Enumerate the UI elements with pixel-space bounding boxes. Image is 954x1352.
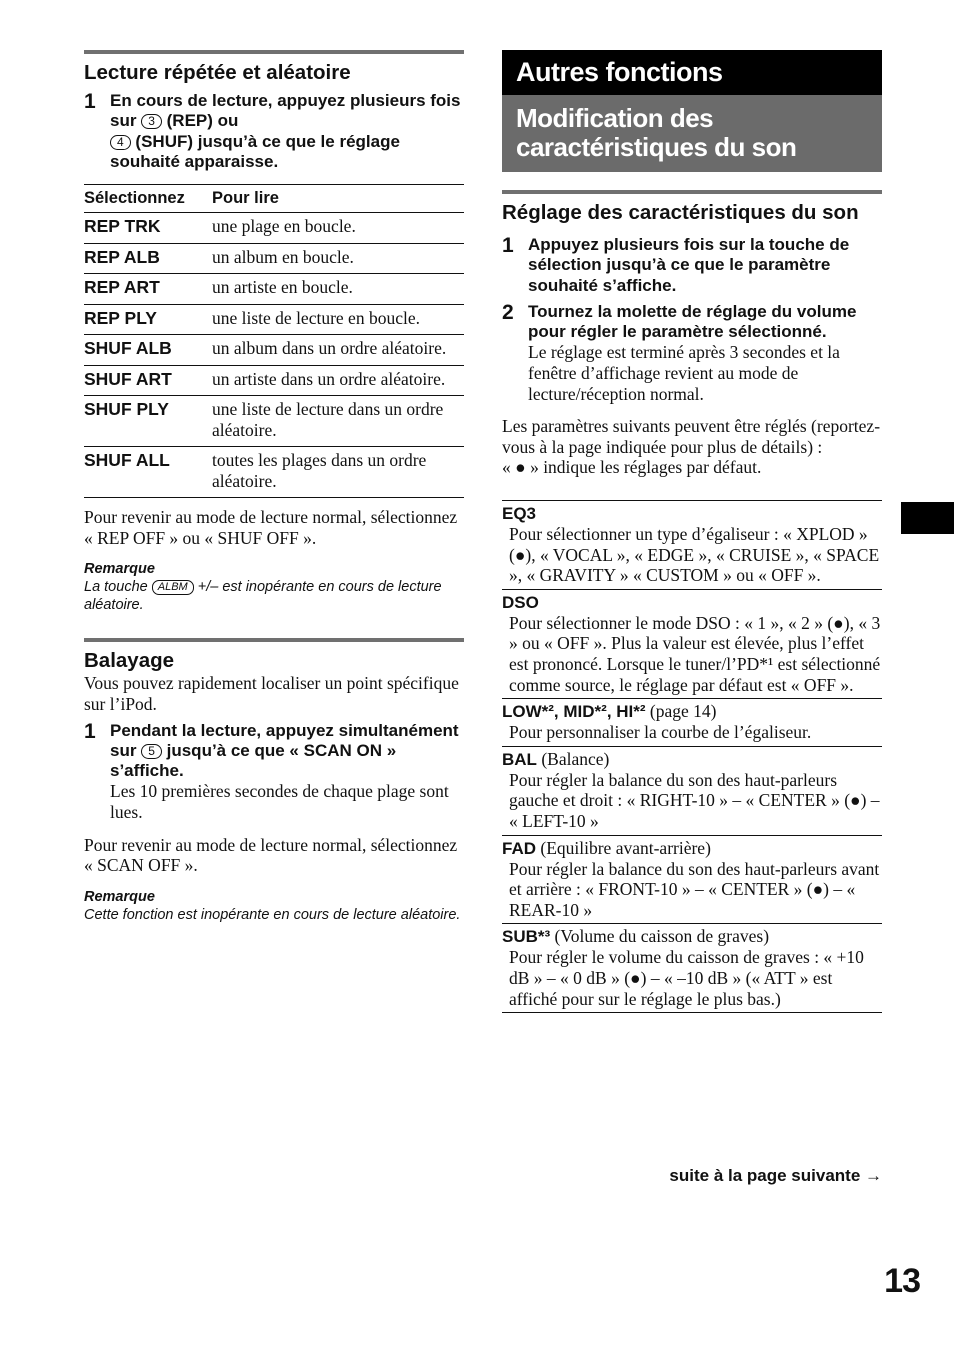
param-low-mid-hi bbox=[502, 699, 882, 747]
table-cell: SHUF ALL bbox=[84, 450, 170, 471]
table-cell: toutes les plages dans un ordre aléatoire. bbox=[212, 450, 427, 491]
param-sub bbox=[502, 924, 882, 1012]
step-number: 1 bbox=[502, 234, 514, 257]
table-cell: une liste de lecture dans un ordre aléatoire. bbox=[212, 396, 464, 447]
return-normal-text: Pour revenir au mode de lecture normal, sélectionnez « REP OFF » ou « SHUF OFF ». bbox=[84, 507, 458, 548]
step-text-part: Tournez la molette de réglage du volume pour régler le paramètre sélectionné. bbox=[528, 301, 857, 342]
param-label: SUB*³ bbox=[502, 927, 551, 947]
remark-title: Remarque bbox=[84, 888, 155, 905]
table-cell: SHUF ART bbox=[84, 365, 212, 396]
step-number: 2 bbox=[502, 300, 514, 324]
param-desc: Pour personnaliser la courbe de l’égaliseur. bbox=[509, 722, 812, 743]
table-cell: un album en boucle. bbox=[212, 243, 464, 274]
params-intro: Les paramètres suivants peuvent être réglés (reportez-vous à la page indiquée pour plus de détails) : bbox=[502, 416, 881, 457]
table-row bbox=[84, 335, 464, 366]
step-text bbox=[110, 721, 464, 823]
table-row bbox=[84, 396, 464, 447]
table-cell: SHUF ALB bbox=[84, 335, 212, 366]
parameter-list bbox=[502, 500, 882, 1013]
table-row bbox=[84, 213, 464, 244]
param-desc: Pour régler la balance du son des haut-parleurs avant et arrière : « FRONT-10 » – « CENTER » (●) – « REAR-10 » bbox=[509, 858, 880, 920]
param-desc: Pour régler le volume du caisson de graves : « +10 dB » – « 0 dB » (●) – « –10 dB » (« ATT » est affiché pour sur le réglage le plus bas.) bbox=[509, 947, 864, 1009]
param-dso bbox=[502, 590, 882, 699]
step-1 bbox=[502, 235, 882, 296]
key-3-icon: 3 bbox=[141, 114, 162, 129]
step-1 bbox=[84, 721, 464, 823]
albm-key-icon: ALBM bbox=[152, 580, 194, 595]
param-note: (Balance) bbox=[541, 748, 610, 769]
param-bal bbox=[502, 747, 882, 836]
left-column bbox=[84, 50, 464, 924]
param-eq3 bbox=[502, 501, 882, 590]
step-text-part: Pendant la lecture, appuyez simultanément sur bbox=[110, 720, 459, 760]
step-text bbox=[528, 302, 882, 404]
table-header: Sélectionnez bbox=[84, 185, 212, 213]
step-text bbox=[110, 91, 464, 172]
param-label: FAD bbox=[502, 838, 536, 858]
table-row bbox=[84, 447, 464, 498]
table-row bbox=[84, 243, 464, 274]
param-label: LOW*², MID*², HI*² bbox=[502, 702, 646, 722]
param-note: (Equilibre avant-arrière) bbox=[540, 837, 711, 858]
table-row bbox=[84, 274, 464, 305]
remark-text: Cette fonction est inopérante en cours de lecture aléatoire. bbox=[84, 906, 461, 923]
param-note: (page 14) bbox=[649, 701, 717, 722]
step-text: Appuyez plusieurs fois sur la touche de sélection jusqu’à ce que le paramètre souhaité s’affiche. bbox=[528, 235, 850, 295]
scan-intro: Vous pouvez rapidement localiser un point spécifique sur l’iPod. bbox=[84, 673, 459, 714]
param-name bbox=[502, 926, 882, 947]
param-desc: Pour sélectionner le mode DSO : « 1 », « 2 » (●), « 3 » ou « OFF ». Plus la valeur est élevée, plus l’effet est prononcé. Lorsque le tuner/l’PD*¹ est sélectionné comme source, le réglage par défaut est « OFF ». bbox=[509, 612, 881, 695]
chapter-tab-marker bbox=[901, 502, 954, 534]
topic-banner: Modification des caractéristiques du son bbox=[502, 95, 882, 172]
param-label: EQ3 bbox=[502, 504, 537, 524]
table-cell: une liste de lecture en boucle. bbox=[212, 304, 464, 335]
section-title-repeat-shuffle: Lecture répétée et aléatoire bbox=[84, 61, 351, 84]
remark-text-part: La touche bbox=[84, 579, 148, 596]
param-name bbox=[502, 503, 882, 524]
table-cell: un album dans un ordre aléatoire. bbox=[212, 335, 464, 366]
continued-next-page: suite à la page suivante → bbox=[669, 1166, 882, 1185]
step-text-part: (SHUF) jusqu’à ce que le réglage souhaité apparaisse. bbox=[110, 131, 400, 171]
param-fad bbox=[502, 836, 882, 925]
table-cell: REP PLY bbox=[84, 304, 212, 335]
step-number: 1 bbox=[84, 719, 96, 743]
section-rule bbox=[84, 50, 464, 54]
table-cell: SHUF PLY bbox=[84, 396, 212, 447]
step-text-part: (REP) ou bbox=[166, 111, 239, 131]
remark-title: Remarque bbox=[84, 561, 155, 578]
table-cell: un artiste dans un ordre aléatoire. bbox=[212, 365, 464, 396]
right-column bbox=[502, 50, 882, 1013]
key-4-icon: 4 bbox=[110, 135, 131, 150]
default-note: « ● » indique les réglages par défaut. bbox=[502, 457, 762, 478]
param-desc: Pour sélectionner un type d’égaliseur : « XPLOD » (●), « VOCAL », « EDGE », « CRUISE », « SPACE », « GRAVITY » « CUSTOM » ou « OFF ». bbox=[509, 524, 880, 586]
step-subtext: Le réglage est terminé après 3 secondes et la fenêtre d’affichage revient au mode de lecture/réception normal. bbox=[528, 342, 840, 404]
repeat-shuffle-table bbox=[84, 184, 464, 498]
page-number: 13 bbox=[884, 1262, 920, 1300]
param-note: (Volume du caisson de graves) bbox=[554, 926, 770, 947]
table-row bbox=[84, 365, 464, 396]
table-cell: REP ALB bbox=[84, 243, 212, 274]
section-rule bbox=[502, 190, 882, 194]
table-cell: REP ART bbox=[84, 274, 212, 305]
param-name bbox=[502, 749, 882, 770]
param-name bbox=[502, 701, 882, 722]
table-row bbox=[84, 304, 464, 335]
step-subtext: Les 10 premières secondes de chaque plage sont lues. bbox=[110, 781, 449, 823]
step-1 bbox=[84, 91, 464, 172]
remark-text bbox=[84, 578, 464, 614]
param-label: DSO bbox=[502, 592, 539, 612]
key-5-icon: 5 bbox=[141, 744, 162, 759]
return-normal-text: Pour revenir au mode de lecture normal, sélectionnez « SCAN OFF ». bbox=[84, 834, 458, 876]
section-rule bbox=[84, 638, 464, 642]
table-cell: une plage en boucle. bbox=[212, 213, 464, 244]
table-cell: un artiste en boucle. bbox=[212, 274, 464, 305]
table-header: Pour lire bbox=[212, 185, 464, 213]
param-desc: Pour régler la balance du son des haut-parleurs gauche et droit : « RIGHT-10 » – « CENTER » (●) – « LEFT-10 » bbox=[509, 769, 880, 831]
param-name bbox=[502, 592, 882, 613]
table-cell: REP TRK bbox=[84, 213, 212, 244]
step-number: 1 bbox=[84, 90, 96, 113]
step-text-part: jusqu’à ce que « SCAN ON » s’affiche. bbox=[110, 740, 397, 781]
param-label: BAL bbox=[502, 749, 537, 769]
section-title-sound: Réglage des caractéristiques du son bbox=[502, 201, 859, 224]
step-2 bbox=[502, 302, 882, 404]
section-title-scan: Balayage bbox=[84, 649, 175, 673]
remark-text-part: +/– est inopérante en cours de lecture aléatoire. bbox=[84, 579, 442, 614]
param-name bbox=[502, 838, 882, 859]
step-text-part: En cours de lecture, appuyez plusieurs fois sur bbox=[110, 91, 461, 131]
chapter-banner: Autres fonctions bbox=[502, 50, 882, 95]
